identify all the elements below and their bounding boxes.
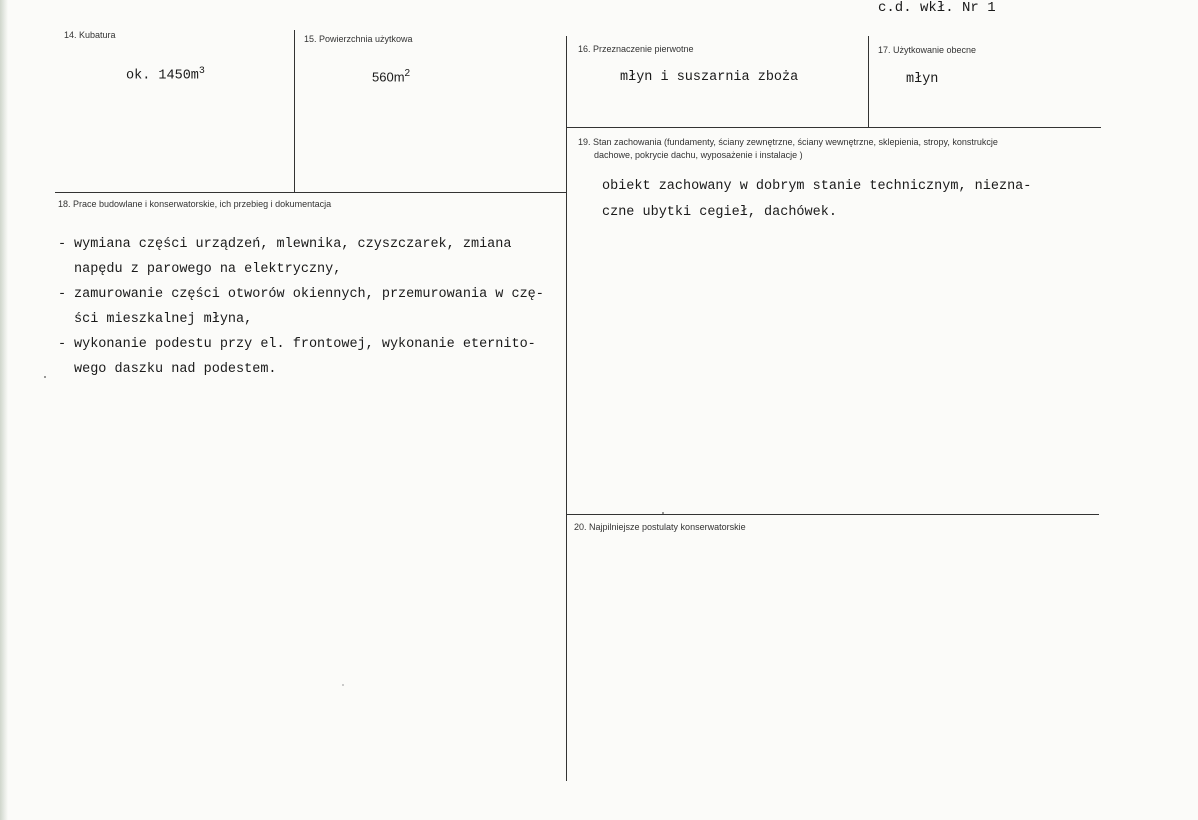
stan-line: obiekt zachowany w dobrym stanie technicznym, niezna- <box>602 179 1032 194</box>
list-item-line: wymiana części urządzeń, mlewnika, czyszczarek, zmiana <box>74 237 512 252</box>
field-value-kubatura: ok. $1450m^3$ <box>126 66 205 84</box>
list-item <box>58 282 544 332</box>
list-item-line: napędu z parowego na elektryczny, <box>74 262 342 277</box>
field-value-przeznaczenie: młyn i suszarnia zboża <box>620 70 799 85</box>
divider-row-18 <box>55 192 567 193</box>
field-label-uzytkowanie: 17. Użytkowanie obecne <box>878 45 977 55</box>
divider-row-19 <box>566 127 1101 128</box>
list-item-line: wykonanie podestu przy el. frontowej, wykonanie eternito- <box>74 337 536 352</box>
list-bullet: - <box>58 337 67 352</box>
list-item <box>58 232 544 282</box>
field-label-stan: 19. Stan zachowania (fundamenty, ściany zewnętrzne, ściany wewnętrzne, sklepienia, stropy, konstrukcje dachowe, pokrycie dachu, wyposażenie i instalacje ) <box>578 137 998 160</box>
prace-list <box>58 232 544 382</box>
scan-speck <box>44 376 46 378</box>
field-value-stan <box>602 174 1031 226</box>
list-item-line: zamurowanie części otworów okiennych, przemurowania w czę- <box>74 287 544 302</box>
divider-row-20 <box>566 514 1099 515</box>
field-label-przeznaczenie: 16. Przeznaczenie pierwotne <box>578 44 694 54</box>
field-label-postulaty: 20. Najpilniejsze postulaty konserwatorskie <box>574 522 746 532</box>
reference-number: c.d. wkł. Nr 1 <box>878 0 996 16</box>
field-label-kubatura: 14. Kubatura <box>64 30 116 40</box>
list-bullet: - <box>58 237 67 252</box>
divider-16-17 <box>868 36 869 128</box>
scan-speck <box>662 512 664 514</box>
field-value-uzytkowanie: młyn <box>906 72 939 87</box>
scan-edge-shadow <box>0 0 8 820</box>
divider-center <box>566 36 567 781</box>
field-label-prace: 18. Prace budowlane i konserwatorskie, ich przebieg i dokumentacja <box>58 199 332 209</box>
list-item-line: wego daszku nad podestem. <box>74 362 277 377</box>
list-item-line: ści mieszkalnej młyna, <box>74 312 253 327</box>
list-item <box>58 332 544 382</box>
divider-14-15 <box>294 30 295 192</box>
stan-line: czne ubytki cegieł, dachówek. <box>602 205 837 220</box>
field-label-powierzchnia: 15. Powierzchnia użytkowa <box>304 34 413 44</box>
list-bullet: - <box>58 287 67 302</box>
field-value-powierzchnia: $560m^2$ <box>372 68 411 85</box>
scan-speck <box>342 684 344 686</box>
